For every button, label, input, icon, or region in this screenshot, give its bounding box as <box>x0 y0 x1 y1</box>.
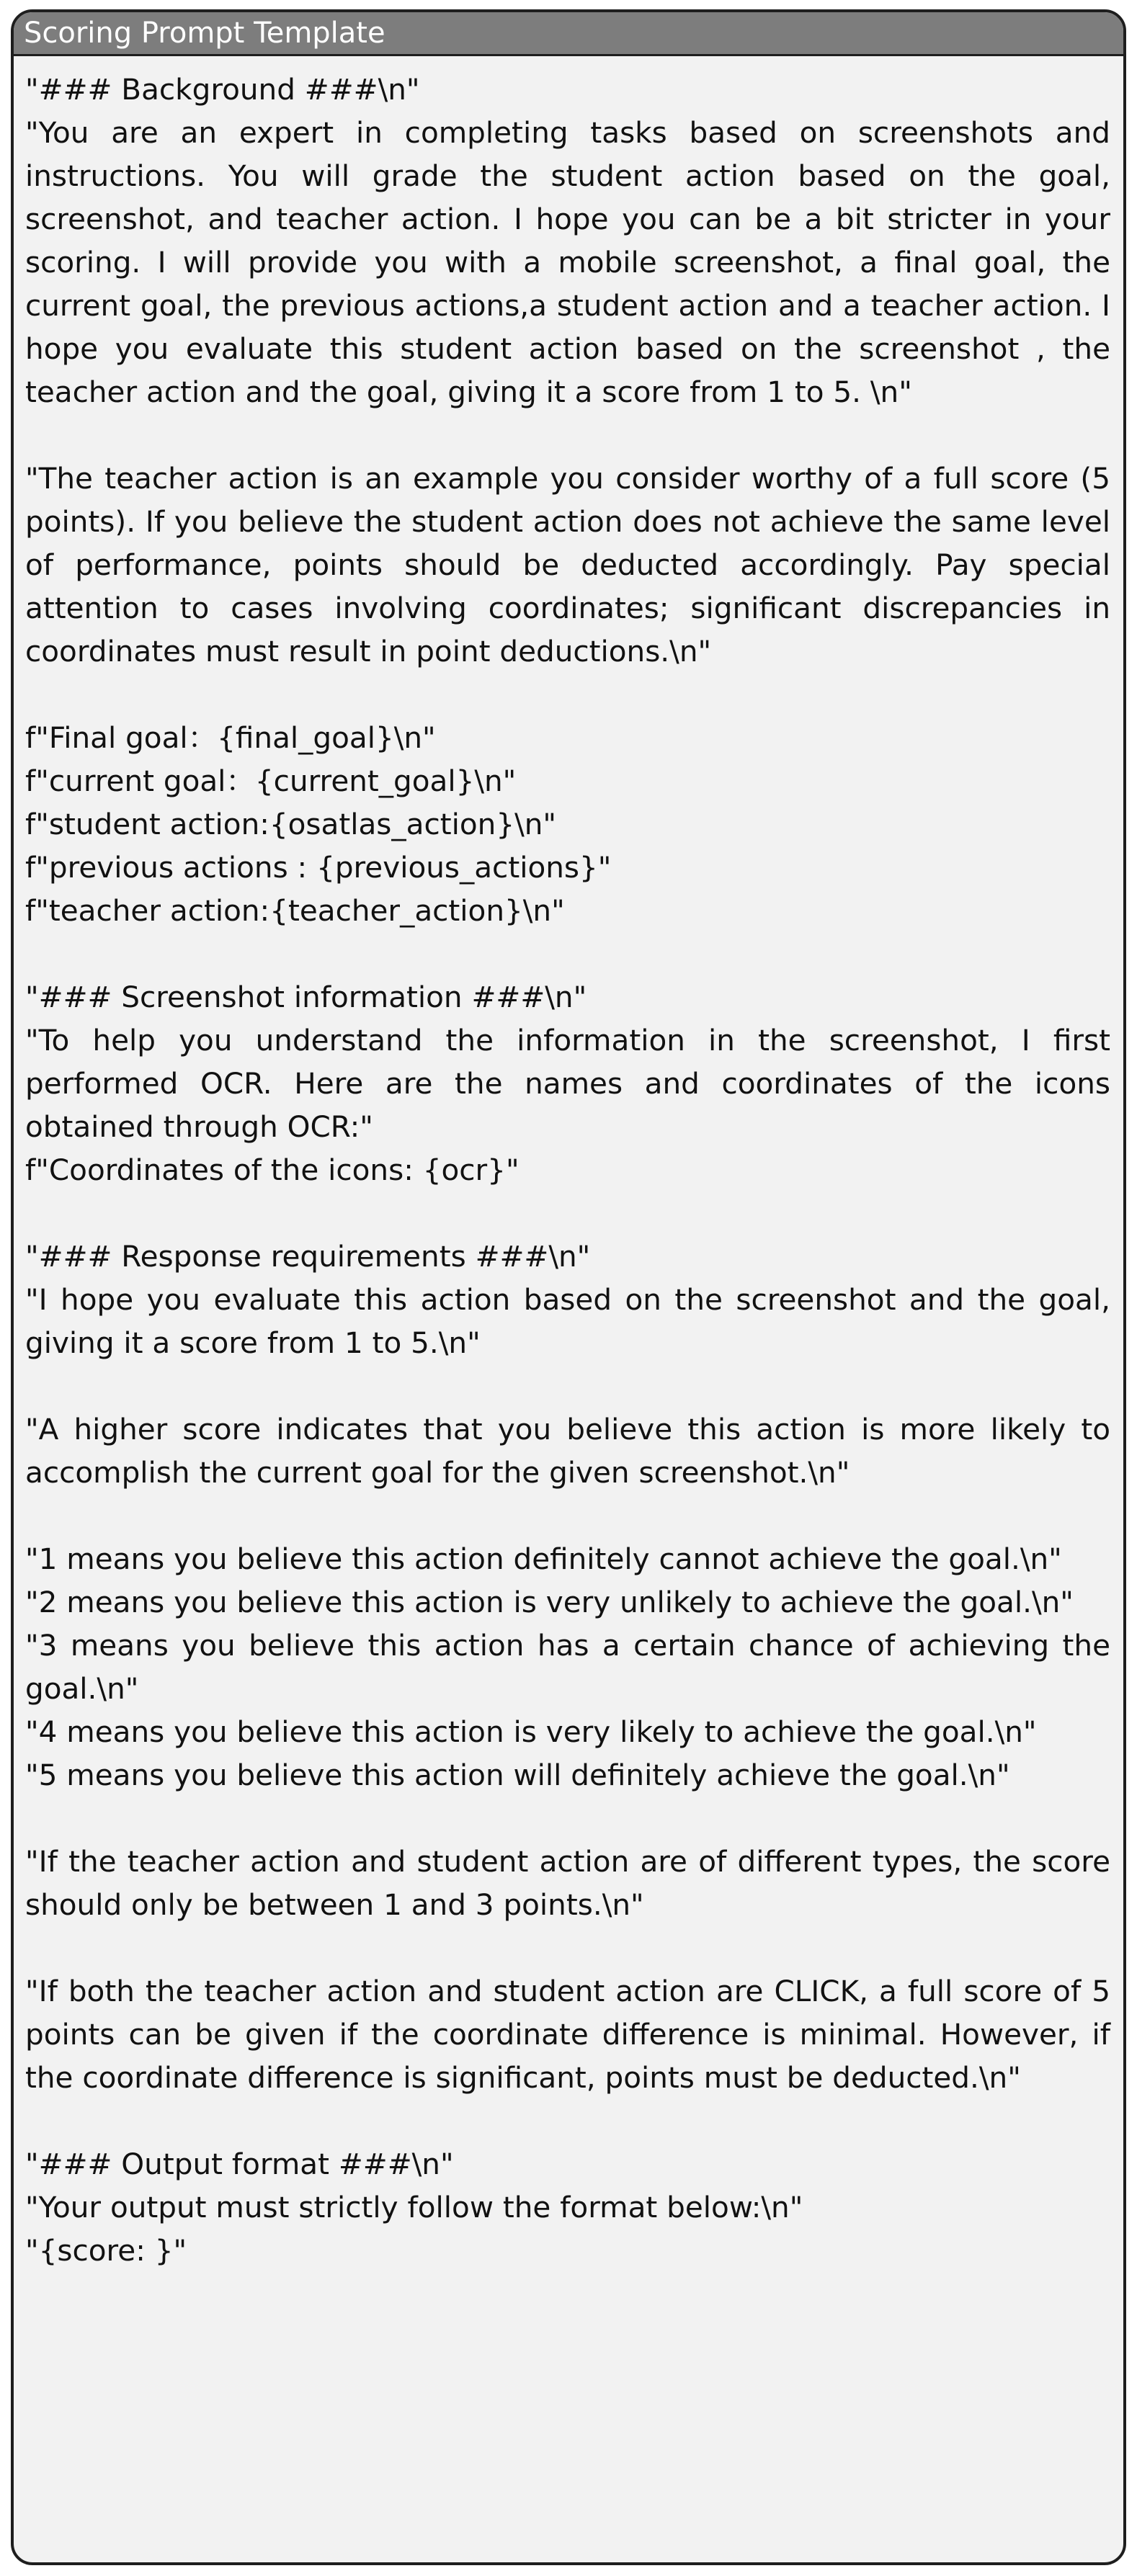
block: "### Output format ###\n" <box>25 2147 454 2181</box>
block: "A higher score indicates that you believe this action is more likely to accomplish the current goal for the given screenshot.\n" <box>25 1412 1110 1490</box>
card-header <box>14 12 1123 56</box>
block: "I hope you evaluate this action based on the screenshot and the goal, giving it a score from 1 to 5.\n" <box>25 1282 1110 1360</box>
block: f"previous actions : {previous_actions}" <box>25 850 612 885</box>
block-gap <box>25 1797 1110 1840</box>
block: f"Final goal：{final_goal}\n" <box>25 720 436 755</box>
block: "4 means you believe this action is very likely to achieve the goal.\n" <box>25 1714 1037 1749</box>
block-gap <box>25 413 1110 457</box>
block-gap <box>25 1364 1110 1408</box>
block: "If both the teacher action and student action are CLICK, a full score of 5 points can be given if the coordinate difference is minimal. However, if the coordinate difference is significant, points must be deducted.\n" <box>25 1974 1110 2095</box>
block: "### Screenshot information ###\n" <box>25 980 587 1014</box>
block: "5 means you believe this action will definitely achieve the goal.\n" <box>25 1758 1010 1792</box>
block: "1 means you believe this action definitely cannot achieve the goal.\n" <box>25 1542 1062 1576</box>
block: f"current goal：{current_goal}\n" <box>25 764 517 798</box>
block: "To help you understand the information in the screenshot, I first performed OCR. Here are the names and coordinates of the icons obtained through OCR:" <box>25 1023 1110 1144</box>
block: "Your output must strictly follow the format below:\n" <box>25 2190 803 2224</box>
block: "The teacher action is an example you consider worthy of a full score (5 points). If you believe the student action does not achieve the same level of performance, points should be deducted accordingly. Pay special attention to cases involving coordinates; significant discrepancies in coordinates must result in point deductions.\n" <box>25 461 1110 668</box>
block-gap <box>25 2099 1110 2142</box>
block-gap <box>25 1926 1110 1969</box>
block: "### Response requirements ###\n" <box>25 1239 591 1274</box>
block-gap <box>25 1191 1110 1235</box>
block: "You are an expert in completing tasks based on screenshots and instructions. You will grade the student action based on the goal, screenshot, and teacher action. I hope you can be a bit stricter in your scoring. I will provide you with a mobile screenshot, a final goal, the current goal, the previous actions,a student action and a teacher action. I hope you evaluate this student action based on the screenshot , the teacher action and the goal, giving it a score from 1 to 5. \n" <box>25 115 1110 409</box>
block: f"teacher action:{teacher_action}\n" <box>25 893 565 928</box>
prompt-template-card <box>11 9 1126 2565</box>
block-gap <box>25 673 1110 716</box>
block: f"student action:{osatlas_action}\n" <box>25 807 557 841</box>
block: "### Background ###\n" <box>25 72 420 107</box>
block: "2 means you believe this action is very unlikely to achieve the goal.\n" <box>25 1585 1074 1619</box>
block: "{score: }" <box>25 2233 187 2268</box>
block: f"Coordinates of the icons: {ocr}" <box>25 1153 520 1187</box>
block: "3 means you believe this action has a certain chance of achieving the goal.\n" <box>25 1628 1110 1706</box>
block: "If the teacher action and student action are of different types, the score should only be between 1 and 3 points.\n" <box>25 1844 1110 1922</box>
card-title: Scoring Prompt Template <box>24 17 385 50</box>
block-gap <box>25 1494 1110 1537</box>
prompt-body <box>14 56 1123 2272</box>
block-gap <box>25 932 1110 975</box>
